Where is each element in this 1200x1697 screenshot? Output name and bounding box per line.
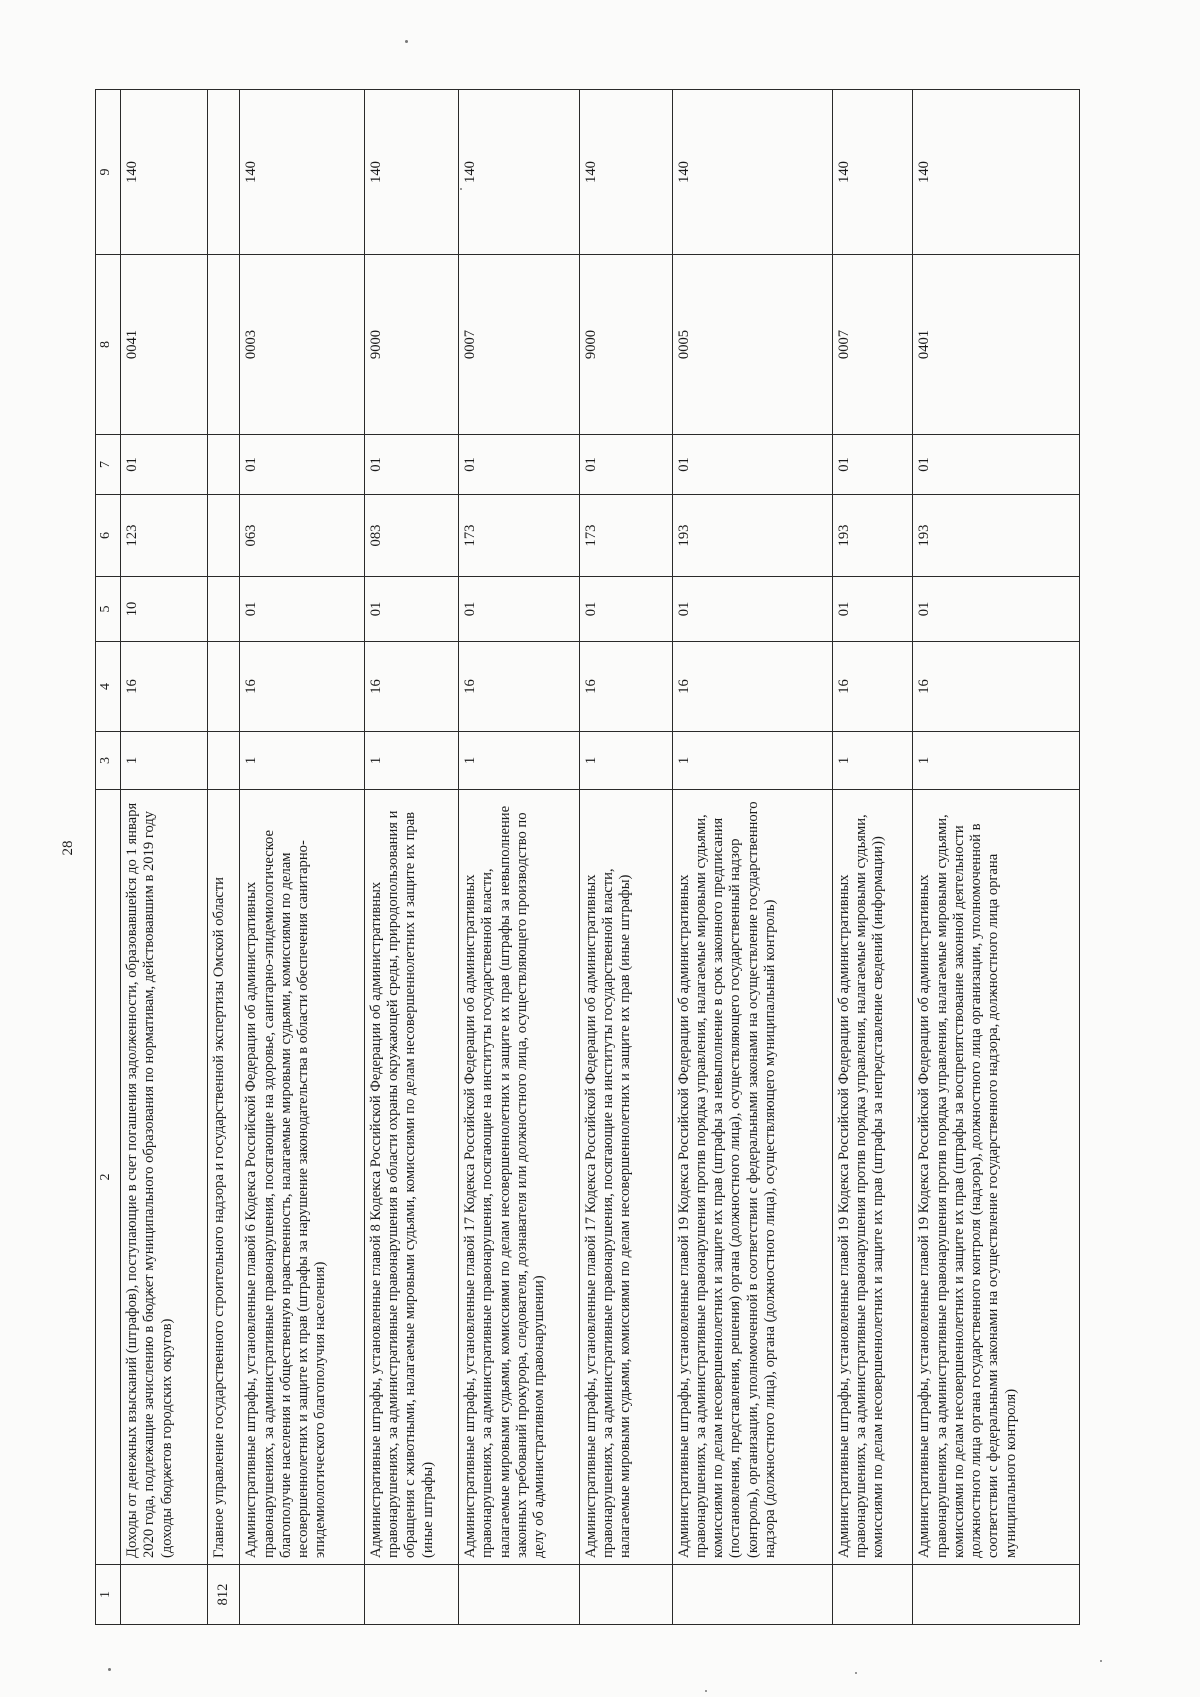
row-marker	[672, 1565, 832, 1625]
code-cell: 193	[913, 495, 1080, 577]
code-cell: 1	[364, 732, 458, 790]
code-cell: 16	[459, 642, 579, 732]
header-row	[96, 90, 121, 1625]
column-header: 5	[96, 577, 121, 642]
row-description: Административные штрафы, установленные главой 19 Кодекса Российской Федерации об административных правонарушениях, за административные правонарушения против порядка управления, налагаемые мировыми судьями, комиссиями по делам несовершеннолетних и защите их прав (штрафы за непредставление сведений (информации))	[832, 790, 913, 1565]
code-cell: 140	[579, 90, 672, 255]
code-cell: 01	[240, 577, 365, 642]
code-cell: 173	[579, 495, 672, 577]
code-cell: 0005	[672, 255, 832, 435]
row-marker	[240, 1565, 365, 1625]
code-cell	[207, 435, 239, 495]
code-cell	[207, 642, 239, 732]
code-cell: 01	[364, 435, 458, 495]
row-description: Административные штрафы, установленные главой 17 Кодекса Российской Федерации об административных правонарушениях, за административные правонарушения, посягающие на институты государственной власти, налагаемые мировыми судьями, комиссиями по делам несовершеннолетних и защите их прав (штрафы за невыполнение законных требований прокурора, следователя, дознавателя или должностного лица, осуществляющего производство по делу об административном правонарушении)	[459, 790, 579, 1565]
budget-classification-table	[95, 89, 1080, 1625]
code-cell: 0401	[913, 255, 1080, 435]
code-cell: 01	[832, 435, 913, 495]
scan-speck	[705, 1690, 707, 1692]
code-cell: 16	[672, 642, 832, 732]
code-cell: 173	[459, 495, 579, 577]
administrator-code: 812	[207, 1565, 239, 1625]
code-cell: 140	[459, 90, 579, 255]
code-cell: 1	[579, 732, 672, 790]
table-row	[459, 90, 579, 1625]
code-cell	[207, 732, 239, 790]
code-cell: 01	[579, 577, 672, 642]
scan-speck	[108, 1668, 111, 1671]
code-cell: 1	[913, 732, 1080, 790]
code-cell: 123	[121, 495, 208, 577]
code-cell	[207, 255, 239, 435]
row-description: Главное управление государственного строительного надзора и государственной экспертизы Омской области	[207, 790, 239, 1565]
code-cell: 140	[832, 90, 913, 255]
code-cell: 01	[579, 435, 672, 495]
row-description: Доходы от денежных взысканий (штрафов), поступающие в счет погашения задолженности, образовавшейся до 1 января 2020 года, подлежащие зачислению в бюджет муниципального образования по нормативам, действовавшим в 2019 году (доходы бюджетов городских округов)	[121, 790, 208, 1565]
code-cell: 16	[364, 642, 458, 732]
code-cell: 01	[121, 435, 208, 495]
table-body	[96, 90, 1080, 1625]
code-cell: 193	[832, 495, 913, 577]
code-cell: 083	[364, 495, 458, 577]
page-number: 28	[60, 840, 76, 856]
code-cell: 140	[672, 90, 832, 255]
code-cell: 01	[672, 435, 832, 495]
code-cell: 01	[672, 577, 832, 642]
row-marker	[832, 1565, 913, 1625]
code-cell: 16	[579, 642, 672, 732]
code-cell: 140	[364, 90, 458, 255]
code-cell	[207, 90, 239, 255]
code-cell: 1	[459, 732, 579, 790]
code-cell	[207, 577, 239, 642]
table-row	[913, 90, 1080, 1625]
scan-speck	[405, 40, 408, 43]
row-marker	[579, 1565, 672, 1625]
code-cell: 01	[364, 577, 458, 642]
column-header: 6	[96, 495, 121, 577]
code-cell: 140	[121, 90, 208, 255]
code-cell: 01	[913, 435, 1080, 495]
code-cell: 16	[121, 642, 208, 732]
row-description: Административные штрафы, установленные главой 6 Кодекса Российской Федерации об административных правонарушениях, за административные правонарушения, посягающие на здоровье, санитарно-эпидемиологическое благополучие населения и общественную нравственность, налагаемые мировыми судьями, комиссиями по делам несовершеннолетних и защите их прав (штрафы за нарушение законодательства в области обеспечения санитарно-эпидемиологического благополучия населения)	[240, 790, 365, 1565]
code-cell: 140	[913, 90, 1080, 255]
rotated-page-content	[95, 90, 1080, 1625]
column-header: 2	[96, 790, 121, 1565]
code-cell	[207, 495, 239, 577]
code-cell: 16	[832, 642, 913, 732]
row-marker	[121, 1565, 208, 1625]
code-cell: 01	[913, 577, 1080, 642]
code-cell: 0007	[459, 255, 579, 435]
group-header-row	[207, 90, 239, 1625]
code-cell: 01	[459, 435, 579, 495]
code-cell: 1	[672, 732, 832, 790]
code-cell: 01	[459, 577, 579, 642]
code-cell: 9000	[579, 255, 672, 435]
scan-speck	[855, 1672, 857, 1674]
code-cell: 01	[832, 577, 913, 642]
row-description: Административные штрафы, установленные главой 19 Кодекса Российской Федерации об административных правонарушениях, за административные правонарушения против порядка управления, налагаемые мировыми судьями, комиссиями по делам несовершеннолетних и защите их прав (штрафы за воспрепятствование законной деятельности должностного лица органа государственного контроля (надзора), должностного лица организации, уполномоченной в соответствии с федеральными законами на осуществление государственного надзора, должностного лица органа муниципального контроля)	[913, 790, 1080, 1565]
code-cell: 193	[672, 495, 832, 577]
table-row	[364, 90, 458, 1625]
code-cell: 1	[240, 732, 365, 790]
table-row	[832, 90, 913, 1625]
code-cell: 0003	[240, 255, 365, 435]
row-marker	[364, 1565, 458, 1625]
scan-speck	[460, 188, 462, 190]
code-cell: 140	[240, 90, 365, 255]
table-row	[121, 90, 208, 1625]
code-cell: 16	[240, 642, 365, 732]
row-description: Административные штрафы, установленные главой 17 Кодекса Российской Федерации об административных правонарушениях, за административные правонарушения, посягающие на институты государственной власти, налагаемые мировыми судьями, комиссиями по делам несовершеннолетних и защите их прав (иные штрафы)	[579, 790, 672, 1565]
scan-speck	[1100, 1660, 1102, 1662]
column-header: 7	[96, 435, 121, 495]
code-cell: 9000	[364, 255, 458, 435]
row-marker	[459, 1565, 579, 1625]
column-header: 3	[96, 732, 121, 790]
code-cell: 1	[121, 732, 208, 790]
code-cell: 16	[913, 642, 1080, 732]
table-row	[240, 90, 365, 1625]
table-row	[579, 90, 672, 1625]
row-description: Административные штрафы, установленные главой 19 Кодекса Российской Федерации об административных правонарушениях, за административные правонарушения против порядка управления, налагаемые мировыми судьями, комиссиями по делам несовершеннолетних и защите их прав (штрафы за невыполнение в срок законного предписания (постановления, представления, решения) органа (должностного лица), осуществляющего государственный надзор (контроль), организации, уполномоченной в соответствии с федеральными законами на осуществление государственного надзора (должностного лица), органа (должностного лица), осуществляющего муниципальный контроль)	[672, 790, 832, 1565]
column-header: 1	[96, 1565, 121, 1625]
column-header: 9	[96, 90, 121, 255]
row-description: Административные штрафы, установленные главой 8 Кодекса Российской Федерации об административных правонарушениях, за административные правонарушения в области охраны окружающей среды, природопользования и обращения с животными, налагаемые мировыми судьями, комиссиями по делам несовершеннолетних и защите их прав (иные штрафы)	[364, 790, 458, 1565]
column-header: 8	[96, 255, 121, 435]
code-cell: 10	[121, 577, 208, 642]
code-cell: 1	[832, 732, 913, 790]
code-cell: 0007	[832, 255, 913, 435]
row-marker	[913, 1565, 1080, 1625]
column-header: 4	[96, 642, 121, 732]
code-cell: 01	[240, 435, 365, 495]
code-cell: 063	[240, 495, 365, 577]
code-cell: 0041	[121, 255, 208, 435]
table-row	[672, 90, 832, 1625]
